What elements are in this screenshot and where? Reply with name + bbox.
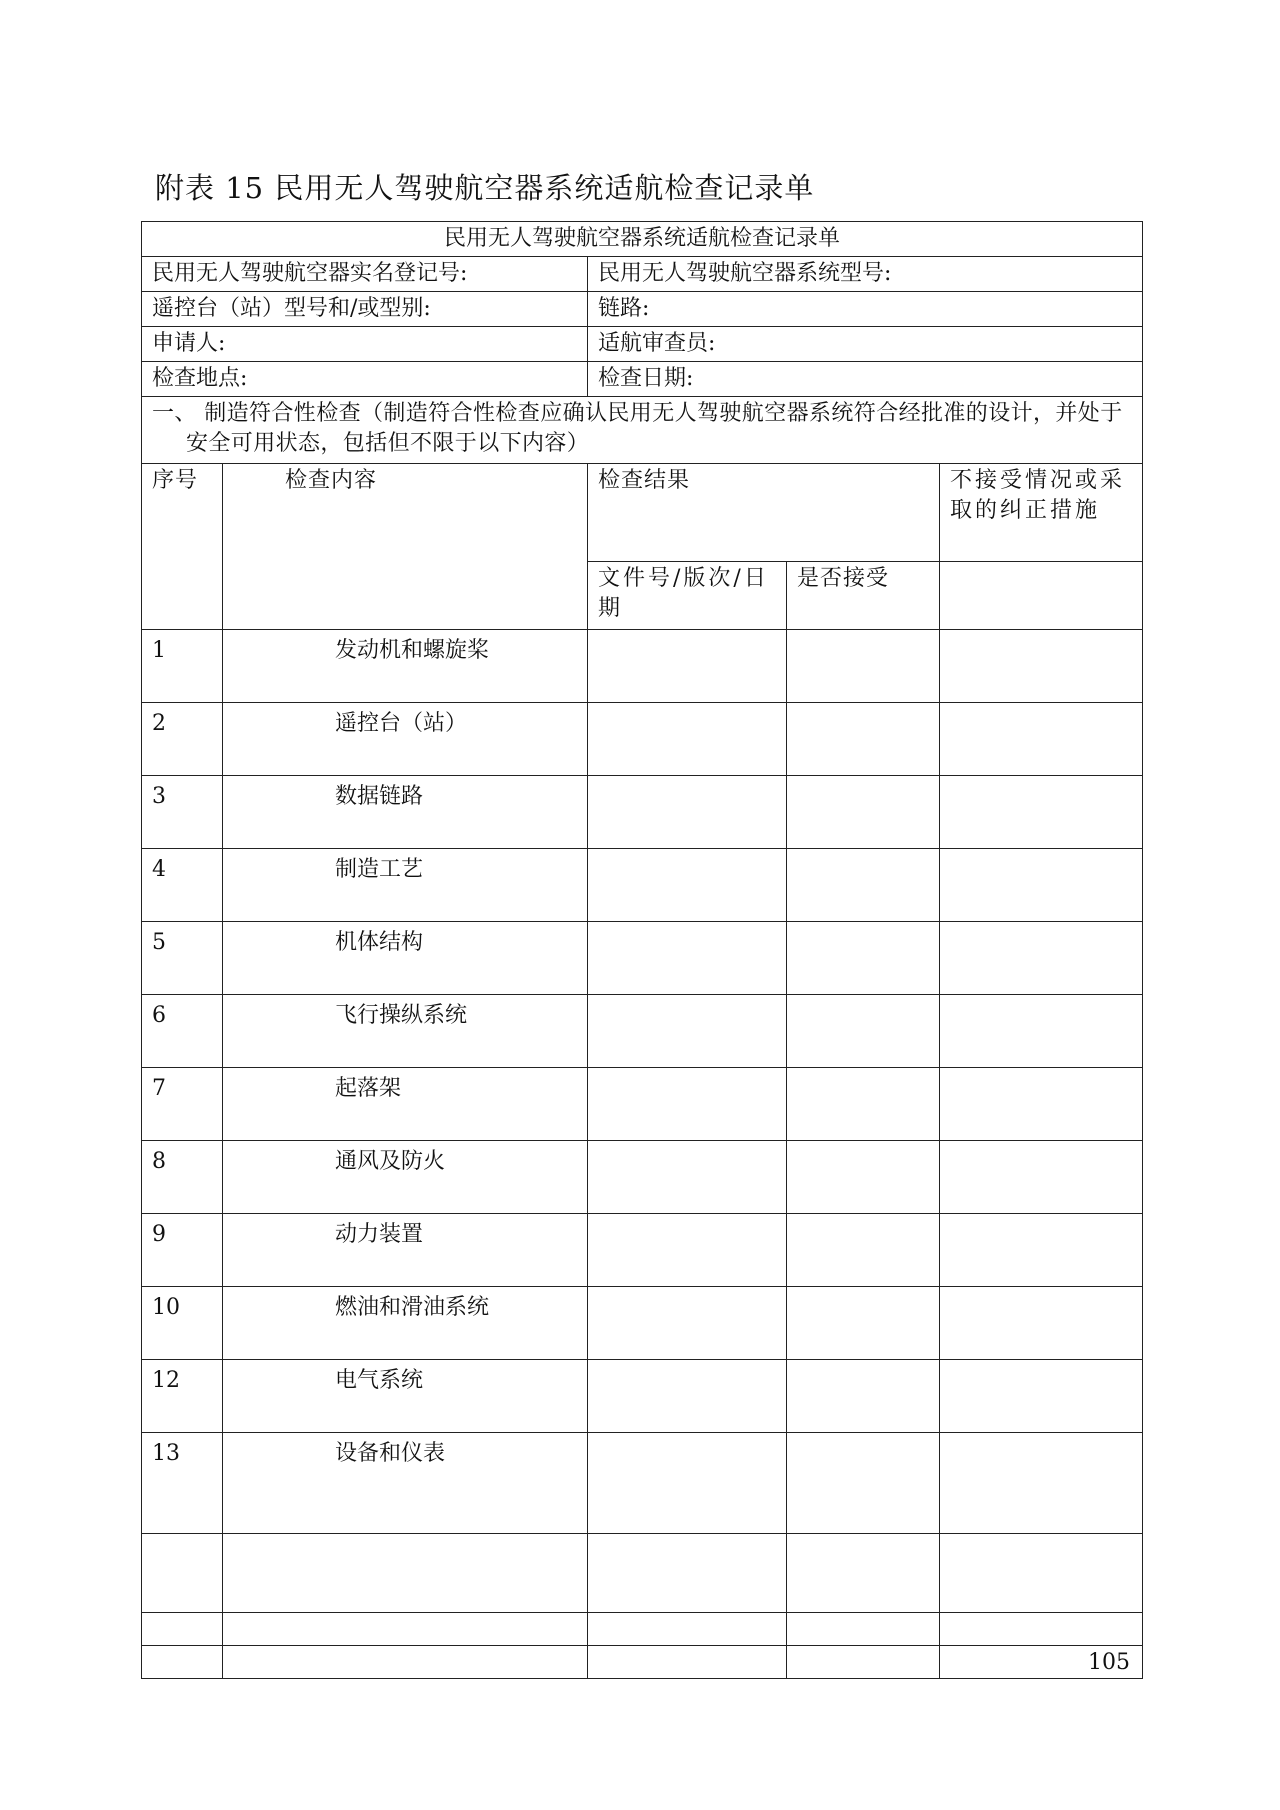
form-caption: 民用无人驾驶航空器系统适航检查记录单 — [142, 222, 1143, 257]
table-row — [142, 849, 1143, 922]
table-row — [142, 1141, 1143, 1214]
accepted-cell[interactable] — [787, 630, 940, 703]
doc-cell[interactable] — [588, 1214, 787, 1287]
blank-cell[interactable] — [223, 1534, 588, 1613]
accepted-cell[interactable] — [787, 1360, 940, 1433]
item-number: 7 — [142, 1068, 223, 1141]
table-row — [142, 776, 1143, 849]
item-number: 2 — [142, 703, 223, 776]
accepted-cell[interactable] — [787, 1068, 940, 1141]
item-number: 13 — [142, 1433, 223, 1534]
item-number: 1 — [142, 630, 223, 703]
applicant-field[interactable]: 申请人: — [142, 327, 588, 362]
blank-cell[interactable] — [223, 1613, 588, 1646]
doc-cell[interactable] — [588, 1433, 787, 1534]
item-number: 4 — [142, 849, 223, 922]
section-title: 一、 制造符合性检查（制造符合性检查应确认民用无人驾驶航空器系统符合经批准的设计，并处于安全可用状态，包括但不限于以下内容） — [152, 401, 1123, 456]
item-number: 9 — [142, 1214, 223, 1287]
remark-cell[interactable] — [940, 630, 1143, 703]
accepted-cell[interactable] — [787, 849, 940, 922]
blank-cell[interactable] — [142, 1646, 223, 1679]
item-content: 制造工艺 — [223, 849, 588, 922]
remark-cell[interactable] — [940, 1214, 1143, 1287]
doc-cell[interactable] — [588, 995, 787, 1068]
item-content: 燃油和滑油系统 — [223, 1287, 588, 1360]
blank-cell[interactable] — [142, 1534, 223, 1613]
accepted-cell[interactable] — [787, 922, 940, 995]
table-row — [142, 1360, 1143, 1433]
item-content: 发动机和螺旋桨 — [223, 630, 588, 703]
link-field[interactable]: 链路: — [588, 292, 1143, 327]
header-accepted: 是否接受 — [787, 562, 940, 630]
page-number: 105 — [1088, 1650, 1130, 1675]
item-content: 起落架 — [223, 1068, 588, 1141]
accepted-cell[interactable] — [787, 1433, 940, 1534]
item-content: 设备和仪表 — [223, 1433, 588, 1534]
control-station-model-field[interactable]: 遥控台（站）型号和/或型别: — [142, 292, 588, 327]
doc-cell[interactable] — [588, 1360, 787, 1433]
remark-cell[interactable] — [940, 1141, 1143, 1214]
remark-cell[interactable] — [940, 995, 1143, 1068]
remark-cell[interactable] — [940, 1433, 1143, 1534]
item-content: 动力装置 — [223, 1214, 588, 1287]
table-row — [142, 1214, 1143, 1287]
doc-cell[interactable] — [588, 1068, 787, 1141]
accepted-cell[interactable] — [787, 1287, 940, 1360]
item-content: 电气系统 — [223, 1360, 588, 1433]
item-number: 12 — [142, 1360, 223, 1433]
table-row — [142, 922, 1143, 995]
table-row — [142, 630, 1143, 703]
item-content: 机体结构 — [223, 922, 588, 995]
item-number: 8 — [142, 1141, 223, 1214]
table-row — [142, 1068, 1143, 1141]
accepted-cell[interactable] — [787, 995, 940, 1068]
accepted-cell[interactable] — [787, 1214, 940, 1287]
item-number: 3 — [142, 776, 223, 849]
blank-cell[interactable] — [940, 1613, 1143, 1646]
accepted-cell[interactable] — [787, 703, 940, 776]
item-number: 10 — [142, 1287, 223, 1360]
blank-cell[interactable] — [588, 1646, 787, 1679]
section-heading — [142, 397, 1143, 464]
blank-cell[interactable] — [588, 1613, 787, 1646]
blank-cell[interactable] — [223, 1646, 588, 1679]
remark-cell[interactable] — [940, 703, 1143, 776]
table-row — [142, 995, 1143, 1068]
table-row — [142, 1433, 1143, 1534]
header-seq: 序号 — [142, 464, 223, 630]
table-row — [142, 703, 1143, 776]
header-result: 检查结果 — [588, 464, 940, 562]
blank-row — [142, 1646, 1143, 1679]
header-content: 检查内容 — [223, 464, 588, 630]
doc-cell[interactable] — [588, 630, 787, 703]
blank-cell[interactable] — [940, 1534, 1143, 1613]
remark-cell[interactable] — [940, 1360, 1143, 1433]
doc-cell[interactable] — [588, 776, 787, 849]
blank-cell[interactable] — [787, 1613, 940, 1646]
doc-cell[interactable] — [588, 703, 787, 776]
doc-cell[interactable] — [588, 1287, 787, 1360]
page-title: 附表 15 民用无人驾驶航空器系统适航检查记录单 — [155, 171, 815, 205]
item-number: 6 — [142, 995, 223, 1068]
doc-cell[interactable] — [588, 849, 787, 922]
remark-cell[interactable] — [940, 1068, 1143, 1141]
remark-cell[interactable] — [940, 849, 1143, 922]
system-model-field[interactable]: 民用无人驾驶航空器系统型号: — [588, 257, 1143, 292]
airworthiness-reviewer-field[interactable]: 适航审查员: — [588, 327, 1143, 362]
table-row — [142, 1287, 1143, 1360]
accepted-cell[interactable] — [787, 776, 940, 849]
item-number: 5 — [142, 922, 223, 995]
blank-row — [142, 1613, 1143, 1646]
item-content: 飞行操纵系统 — [223, 995, 588, 1068]
doc-cell[interactable] — [588, 922, 787, 995]
header-remark-blank — [940, 562, 1143, 630]
registration-number-field[interactable]: 民用无人驾驶航空器实名登记号: — [142, 257, 588, 292]
doc-cell[interactable] — [588, 1141, 787, 1214]
inspection-date-field[interactable]: 检查日期: — [588, 362, 1143, 397]
blank-cell[interactable] — [787, 1534, 940, 1613]
inspection-record-form — [141, 221, 1143, 1679]
remark-cell[interactable] — [940, 1287, 1143, 1360]
remark-cell[interactable] — [940, 776, 1143, 849]
blank-cell[interactable] — [787, 1646, 940, 1679]
item-content: 遥控台（站） — [223, 703, 588, 776]
item-content: 通风及防火 — [223, 1141, 588, 1214]
item-content: 数据链路 — [223, 776, 588, 849]
remark-cell[interactable] — [940, 922, 1143, 995]
header-remark: 不接受情况或采取的纠正措施 — [940, 464, 1143, 562]
blank-cell[interactable] — [588, 1534, 787, 1613]
header-doc: 文件号/版次/日期 — [588, 562, 787, 630]
inspection-location-field[interactable]: 检查地点: — [142, 362, 588, 397]
blank-row — [142, 1534, 1143, 1613]
blank-cell[interactable] — [142, 1613, 223, 1646]
accepted-cell[interactable] — [787, 1141, 940, 1214]
